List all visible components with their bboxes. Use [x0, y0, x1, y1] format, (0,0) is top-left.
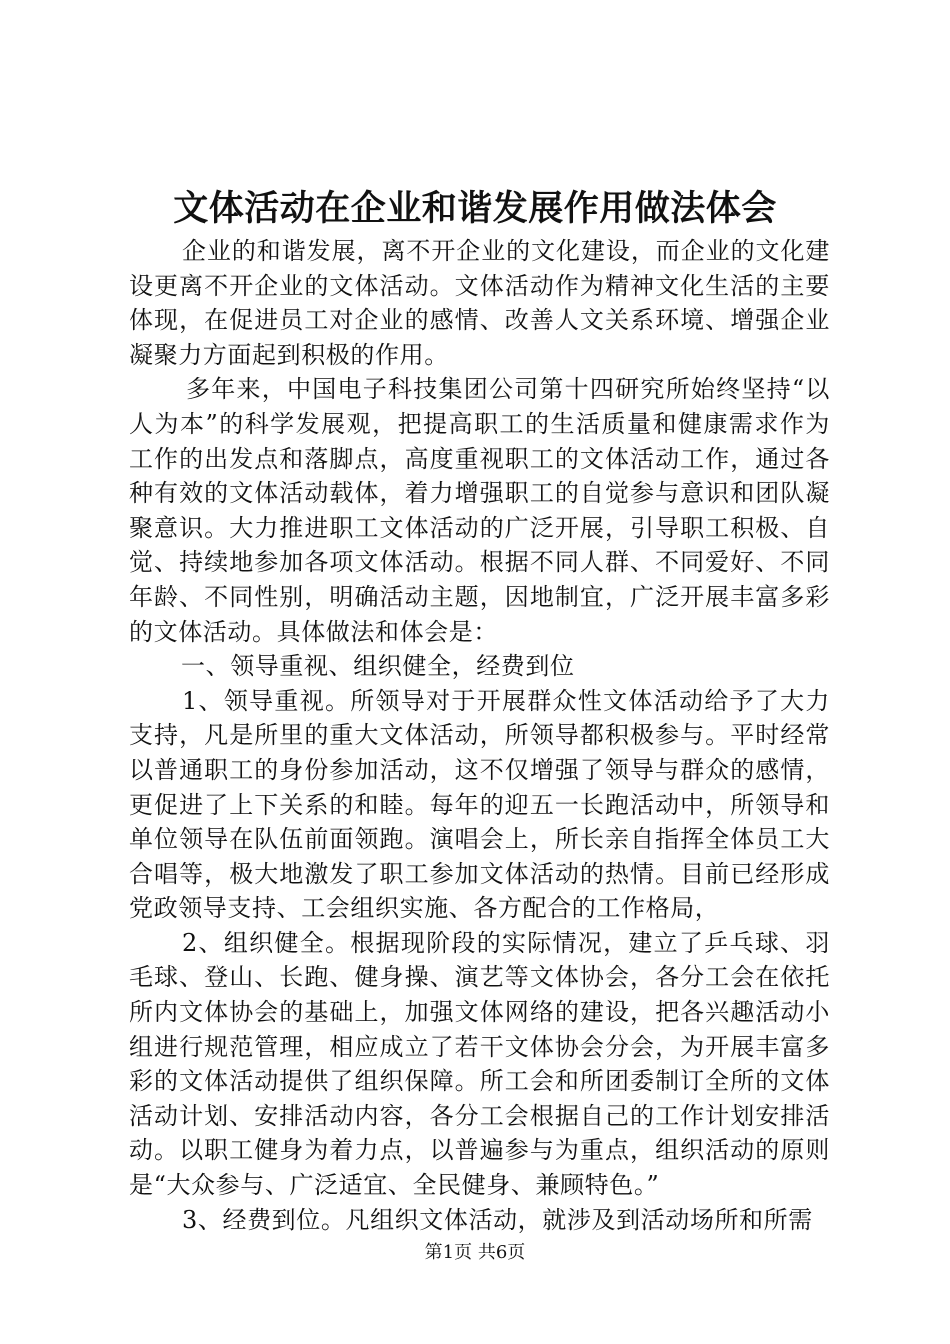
document-title: 文体活动在企业和谐发展作用做法体会 [173, 189, 777, 229]
section-heading-1: 一、领导重视、组织健全，经费到位 [181, 652, 575, 681]
paragraph-leadership: 1、领导重视。所领导对于开展群众性文体活动给予了大力支持，凡是所里的重大文体活动，所领导都积极参与。平时经常以普通职工的身份参加活动，这不仅增强了领导与群众的感情，更促进了上下关系的和睦。每年的迎五一长跑活动中，所领导和单位领导在队伍前面领跑。演唱会上，所长亲自指挥全体员工大合唱等，极大地激发了职工参加文体活动的热情。目前已经形成党政领导支持、工会组织实施、各方配合的工作格局， [129, 686, 830, 923]
paragraph-intro: 企业的和谐发展，离不开企业的文化建设，而企业的文化建设更离不开企业的文体活动。文体活动作为精神文化生活的主要体现，在促进员工对企业的感情、改善人文关系环境、增强企业凝聚力方面起到积极的作用。 [129, 237, 830, 369]
page-footer: 第1页 共6页 [424, 1242, 526, 1263]
paragraph-overview: 多年来，中国电子科技集团公司第十四研究所始终坚持“以人为本”的科学发展观，把提高职工的生活质量和健康需求作为工作的出发点和落脚点，高度重视职工的文体活动工作，通过各种有效的文体活动载体，着力增强职工的自觉参与意识和团队凝聚意识。大力推进职工文体活动的广泛开展，引导职工积极、自觉、持续地参加各项文体活动。根据不同人群、不同爱好、不同年龄、不同性别，明确活动主题，因地制宜，广泛开展丰富多彩的文体活动。具体做法和体会是： [129, 375, 830, 646]
paragraph-organization: 2、组织健全。根据现阶段的实际情况，建立了乒乓球、羽毛球、登山、长跑、健身操、演艺等文体协会，各分工会在依托所内文体协会的基础上，加强文体网络的建设，把各兴趣活动小组进行规范管理，相应成立了若干文体协会分会，为开展丰富多彩的文体活动提供了组织保障。所工会和所团委制订全所的文体活动计划、安排活动内容，各分工会根据自己的工作计划安排活动。以职工健身为着力点，以普遍参与为重点，组织活动的原则是“大众参与、广泛适宜、全民健身、兼顾特色。” [129, 928, 830, 1200]
document-body [129, 234, 830, 1237]
paragraph-funding: 3、经费到位。凡组织文体活动，就涉及到活动场所和所需 [182, 1205, 813, 1234]
